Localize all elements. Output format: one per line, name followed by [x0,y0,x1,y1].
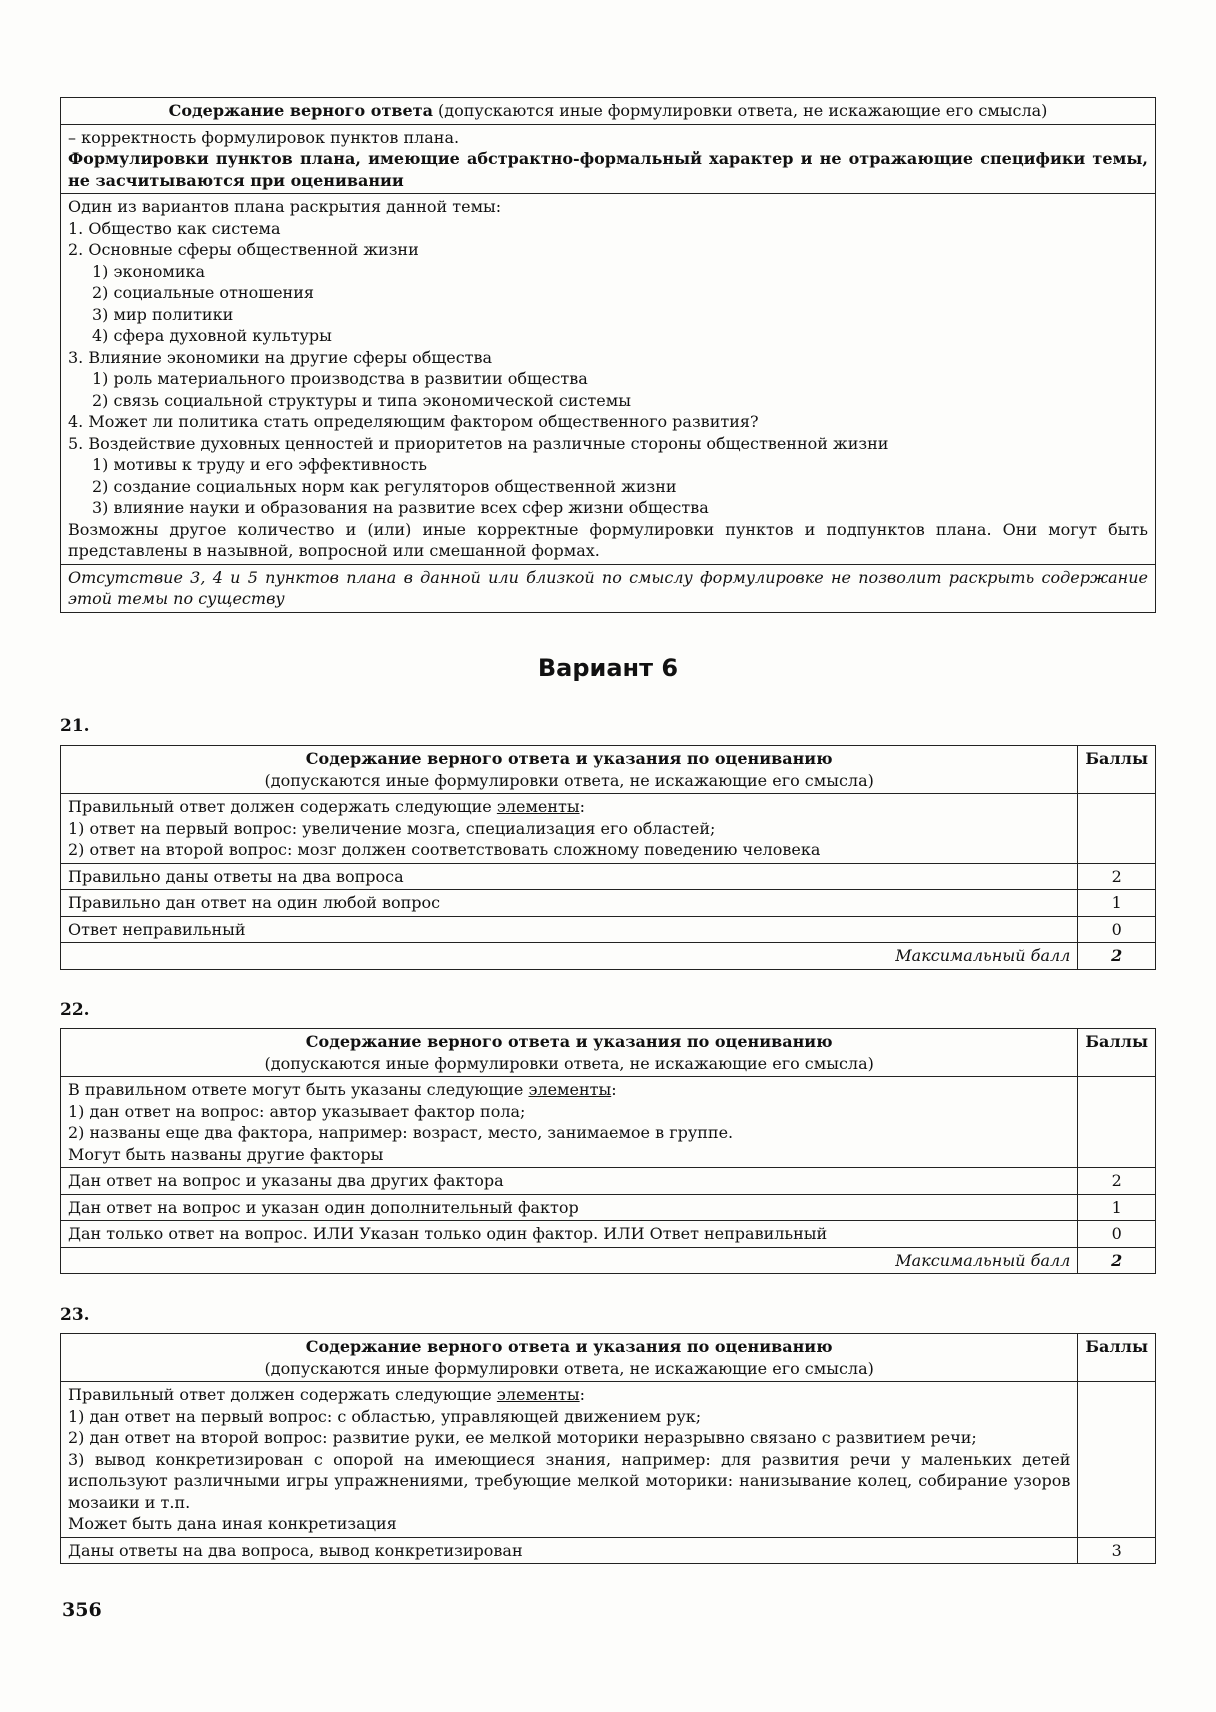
plan-row [61,194,1156,565]
plan-subitem: 4) сфера духовной культуры [92,326,332,345]
q22-criterion: Дан ответ на вопрос и указаны два других фактора [61,1168,1078,1195]
plan-subitem: 1) мотивы к труду и его эффективность [92,455,428,474]
header-line2: (допускаются иные формулировки ответа, не искажающие его смысла) [264,1053,874,1073]
header-line1: Содержание верного ответа и указания по оцениванию [305,749,833,768]
q21-line: 1) ответ на первый вопрос: увеличение мозга, специализация его областей; [68,818,716,838]
q21-points: 2 [1078,863,1156,890]
q21-points: 0 [1078,916,1156,943]
intro-text: Правильный ответ должен содержать следующие [68,797,497,816]
q21-header [61,746,1078,794]
italic-note: Отсутствие 3, 4 и 5 пунктов плана в данной или близкой по смыслу формулировке не позволит раскрыть содержание этой темы по существу [61,564,1156,612]
header-line2: (допускаются иные формулировки ответа, не искажающие его смысла) [264,770,874,790]
q22-elements [61,1077,1078,1168]
points-header: Баллы [1078,1029,1156,1077]
plan-subitem: 1) экономика [92,261,206,281]
q23-line: 2) дан ответ на второй вопрос: развитие руки, ее мелкой моторики неразрывно связано с развитием речи; [68,1428,977,1447]
intro-colon: : [611,1080,617,1099]
criteria-row [61,124,1156,194]
plan-outro: Возможны другое количество и (или) иные корректные формулировки пунктов и подпунктов плана. Они могут быть представлены в назывной, вопросной или смешанной формах. [68,519,1148,560]
page-number: 356 [62,1599,102,1621]
q23-line: 3) вывод конкретизирован с опорой на имеющиеся знания, например: для развития речи у маленьких детей используют различными игры упражнениями, требующие мелкой моторики: нанизывание колец, собирание узоров мозаики и т.п. [68,1449,1071,1512]
intro-underlined: элементы [496,1385,580,1404]
q23-table [60,1333,1156,1564]
q21-criterion: Правильно дан ответ на один любой вопрос [61,890,1078,917]
q22-points: 2 [1078,1168,1156,1195]
q22-max-points: 2 [1078,1247,1156,1274]
q23-header [61,1334,1078,1382]
q23-intro [68,1384,1070,1406]
plan-item: 1. Общество как система [68,218,281,238]
q22-table [60,1028,1156,1274]
q22-header [61,1029,1078,1077]
q21-points: 1 [1078,890,1156,917]
q22-line: 1) дан ответ на вопрос: автор указывает фактор пола; [68,1101,526,1121]
q23-points: 3 [1078,1537,1156,1564]
plan-subitem: 2) создание социальных норм как регуляторов общественной жизни [92,476,677,496]
q22-line: Могут быть названы другие факторы [68,1144,384,1164]
plan-subitem: 1) роль материального производства в развитии общества [92,369,588,388]
empty-points-cell [1078,1077,1156,1168]
criteria-bold-note: Формулировки пунктов плана, имеющие абстрактно-формальный характер и не отражающие специфики темы, не засчитываются при оценивании [68,149,1148,190]
q22-criterion: Дан ответ на вопрос и указан один дополнительный фактор [61,1194,1078,1221]
question-number-21: 21. [60,716,90,736]
q23-line: 1) дан ответ на первый вопрос: с областью, управляющей движением рук; [68,1406,702,1426]
intro-text: В правильном ответе могут быть указаны следующие [68,1080,529,1099]
q23-criterion: Даны ответы на два вопроса, вывод конкретизирован [61,1537,1078,1564]
q22-points: 1 [1078,1194,1156,1221]
q23-line: Может быть дана иная конкретизация [68,1514,397,1533]
q21-intro [68,796,1070,818]
plan-intro: Один из вариантов плана раскрытия данной темы: [68,197,502,216]
intro-colon: : [579,1385,586,1404]
intro-underlined: элементы [528,1080,612,1099]
top-answer-table [60,97,1156,613]
empty-points-cell [1078,1382,1156,1538]
plan-item: 4. Может ли политика стать определяющим фактором общественного развития? [68,412,759,431]
question-number-23: 23. [60,1305,90,1325]
q21-line: 2) ответ на второй вопрос: мозг должен соответствовать сложному поведению человека [68,840,821,859]
max-label: Максимальный балл [61,943,1078,970]
q22-criterion: Дан только ответ на вопрос. ИЛИ Указан только один фактор. ИЛИ Ответ неправильный [61,1221,1078,1248]
intro-text: Правильный ответ должен содержать следующие [68,1385,497,1404]
intro-underlined: элементы [496,797,580,816]
variant-title: Вариант 6 [537,654,679,682]
plan-subitem: 2) социальные отношения [92,283,314,302]
q21-criterion: Ответ неправильный [61,916,1078,943]
header-line1: Содержание верного ответа и указания по оцениванию [305,1032,833,1051]
plan-item: 5. Воздействие духовных ценностей и приоритетов на различные стороны общественной жизни [68,433,889,453]
top-table-header [61,98,1156,125]
q23-elements [61,1382,1078,1538]
top-header-bold: Содержание верного ответа [168,101,433,120]
question-number-22: 22. [60,1000,90,1020]
plan-subitem: 2) связь социальной структуры и типа экономической системы [92,390,631,410]
q22-points: 0 [1078,1221,1156,1248]
q21-table [60,745,1156,970]
q21-elements [61,794,1078,864]
plan-item: 3. Влияние экономики на другие сферы общества [68,347,493,367]
q21-max-points: 2 [1078,943,1156,970]
plan-list [68,218,1148,519]
q21-criterion: Правильно даны ответы на два вопроса [61,863,1078,890]
plan-item: 2. Основные сферы общественной жизни [68,240,419,259]
plan-subitem: 3) мир политики [92,304,234,324]
intro-colon: : [579,797,586,816]
max-label: Максимальный балл [61,1247,1078,1274]
header-line2: (допускаются иные формулировки ответа, не искажающие его смысла) [264,1358,874,1378]
plan-subitem: 3) влияние науки и образования на развитие всех сфер жизни общества [92,498,709,517]
q22-line: 2) названы еще два фактора, например: возраст, место, занимаемое в группе. [68,1123,734,1142]
points-header: Баллы [1078,1334,1156,1382]
top-header-rest: (допускаются иные формулировки ответа, не искажающие его смысла) [432,101,1048,120]
header-line1: Содержание верного ответа и указания по оцениванию [305,1337,833,1356]
points-header: Баллы [1078,746,1156,794]
q22-intro [68,1079,1070,1101]
criteria-text: – корректность формулировок пунктов плана. [68,127,460,147]
empty-points-cell [1078,794,1156,864]
